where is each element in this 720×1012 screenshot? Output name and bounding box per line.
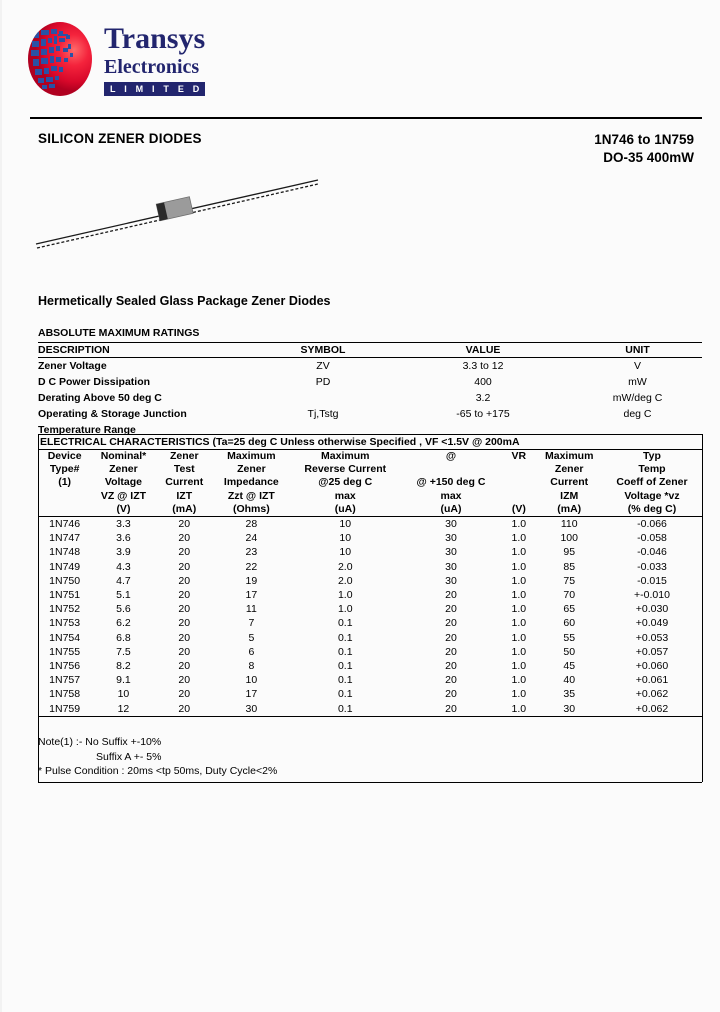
col-typ-temp-coeff: Typ Temp Coeff of Zener Voltage *vz (% deg C): [602, 450, 702, 517]
cell-temp-coeff: -0.033: [637, 560, 667, 573]
cell-max-zener-current: 50: [563, 645, 576, 658]
cell-vr: 1.0: [511, 518, 527, 531]
col-value: VALUE: [393, 343, 573, 358]
cell-nominal-voltage: 12: [91, 702, 155, 717]
cell-description: Derating Above 50 deg C: [38, 392, 162, 404]
cell-zener-impedance: 22: [245, 560, 258, 573]
cell-device-type: 1N750: [49, 574, 81, 587]
col-unit: UNIT: [573, 343, 702, 358]
cell-test-current: 20: [178, 660, 191, 673]
cell-nominal-voltage: 10: [117, 688, 130, 701]
cell-vr: 1.0: [511, 688, 527, 701]
cell-reverse-current-25c: 2.0: [337, 574, 353, 587]
table-row: [38, 588, 702, 602]
cell-zener-impedance: 17: [245, 688, 258, 701]
cell-value: 3.3 to 12: [462, 360, 504, 372]
cell-nominal-voltage: 9.1: [116, 674, 131, 687]
cell-vr: 1.0: [511, 546, 527, 559]
cell-reverse-current-150c: 20: [401, 702, 502, 717]
table-row: [38, 659, 702, 673]
cell-test-current: 20: [178, 688, 191, 701]
cell-max-zener-current: 40: [563, 674, 576, 687]
cell-nominal-voltage: 7.5: [116, 645, 131, 658]
table-row: [38, 517, 702, 532]
cell-symbol: Tj,Tstg: [307, 408, 339, 420]
cell-reverse-current-150c: 20: [445, 660, 457, 673]
cell-symbol: [253, 390, 393, 406]
cell-temp-coeff: -0.046: [637, 546, 667, 559]
note-line-2: Suffix A +- 5%: [96, 750, 162, 763]
cell-temp-coeff: +-0.010: [634, 589, 670, 602]
cell-zener-impedance: 11: [245, 603, 257, 616]
cell-description: D C Power Dissipation: [38, 376, 151, 388]
cell-unit: mW/deg C: [612, 392, 663, 404]
cell-temp-coeff: +0.049: [635, 617, 669, 630]
col-vr: VR (V): [501, 450, 536, 517]
cell-nominal-voltage: 8.2: [116, 660, 131, 673]
cell-device-type: 1N756: [49, 660, 81, 673]
cell-zener-impedance: 30: [213, 702, 290, 717]
cell-max-zener-current: 110: [560, 518, 578, 531]
cell-symbol: PD: [315, 376, 331, 388]
cell-nominal-voltage: 4.7: [116, 574, 131, 587]
notes-bottom-divider: [38, 782, 702, 783]
cell-reverse-current-25c: 10: [339, 518, 352, 531]
cell-reverse-current-25c: 0.1: [337, 645, 353, 658]
cell-unit: deg C: [623, 408, 652, 420]
table-row: [38, 631, 702, 645]
cell-zener-impedance: 24: [245, 532, 258, 545]
cell-temp-coeff: +0.062: [602, 702, 702, 717]
table-row: [38, 358, 702, 375]
cell-vr: 1.0: [511, 560, 527, 573]
cell-temp-coeff: -0.066: [637, 518, 667, 531]
cell-reverse-current-150c: 30: [445, 518, 457, 531]
cell-reverse-current-150c: 30: [445, 560, 457, 573]
cell-max-zener-current: 55: [563, 631, 576, 644]
cell-reverse-current-25c: 10: [339, 546, 352, 559]
cell-vr: 1.0: [511, 645, 527, 658]
table-row: [38, 616, 702, 630]
cell-device-type: 1N759: [38, 702, 91, 717]
cell-description: Operating & Storage Junction: [38, 408, 187, 420]
cell-value: 400: [474, 376, 492, 388]
table-right-border: [702, 434, 703, 782]
cell-test-current: 20: [178, 546, 191, 559]
table-row: [38, 374, 702, 390]
cell-reverse-current-150c: 20: [445, 674, 457, 687]
cell-vr: 1.0: [511, 617, 527, 630]
table-row: [38, 560, 702, 574]
col-zener-test-current: Zener Test Current IZT (mA): [156, 450, 213, 517]
package-rating: DO-35 400mW: [603, 150, 694, 165]
cell-zener-impedance: 23: [245, 546, 258, 559]
cell-reverse-current-25c: 0.1: [337, 688, 353, 701]
cell-nominal-voltage: 3.6: [116, 532, 131, 545]
cell-vr: 1.0: [511, 532, 527, 545]
table-row: [38, 406, 702, 422]
abs-max-table: [38, 342, 702, 438]
cell-test-current: 20: [178, 631, 191, 644]
cell-test-current: 20: [178, 589, 191, 602]
cell-temp-coeff: +0.053: [635, 631, 669, 644]
cell-device-type: 1N758: [49, 688, 81, 701]
cell-vr: 1.0: [511, 631, 527, 644]
cell-reverse-current-25c: 0.1: [337, 660, 353, 673]
part-info: [594, 131, 694, 167]
cell-temp-coeff: +0.030: [635, 603, 669, 616]
note-line-3: * Pulse Condition : 20ms <tp 50ms, Duty Cycle<2%: [38, 765, 278, 777]
cell-max-zener-current: 65: [563, 603, 576, 616]
cell-test-current: 20: [178, 617, 191, 630]
electrical-characteristics-table: [38, 450, 702, 717]
cell-device-type: 1N751: [49, 589, 81, 602]
electrical-characteristics-banner: ELECTRICAL CHARACTERISTICS (Ta=25 deg C Unless otherwise Specified , VF <1.5V @ 200mA: [38, 434, 702, 450]
cell-vr: 1.0: [511, 603, 527, 616]
cell-value: 3.2: [475, 392, 491, 404]
cell-reverse-current-150c: 30: [445, 574, 457, 587]
cell-max-zener-current: 35: [563, 688, 576, 701]
cell-zener-impedance: 5: [248, 631, 255, 644]
page-title: SILICON ZENER DIODES: [38, 131, 202, 146]
col-nominal-zener-voltage: Nominal* Zener Voltage VZ @ IZT (V): [91, 450, 155, 517]
cell-nominal-voltage: 3.9: [116, 546, 131, 559]
cell-max-zener-current: 75: [563, 574, 576, 587]
cell-reverse-current-25c: 2.0: [337, 560, 353, 573]
cell-reverse-current-150c: 20: [445, 617, 457, 630]
table-row: [38, 602, 702, 616]
cell-vr: 1.0: [511, 674, 527, 687]
cell-zener-impedance: 10: [245, 674, 258, 687]
table-row: [38, 545, 702, 559]
cell-zener-impedance: 6: [248, 645, 255, 658]
cell-reverse-current-25c: 0.1: [337, 631, 353, 644]
cell-temp-coeff: -0.015: [637, 574, 667, 587]
cell-reverse-current-150c: 20: [445, 688, 457, 701]
cell-symbol: ZV: [316, 360, 330, 372]
table-row: [38, 687, 702, 701]
page-sheet: [10, 0, 720, 1012]
company-name-primary: Transys: [104, 22, 206, 55]
cell-max-zener-current: 70: [563, 589, 576, 602]
table-row: [38, 390, 702, 406]
cell-reverse-current-150c: 20: [445, 645, 457, 658]
table-header-row: [38, 450, 702, 517]
cell-max-zener-current: 95: [563, 546, 576, 559]
cell-max-zener-current: 30: [536, 702, 602, 717]
cell-nominal-voltage: 5.6: [116, 603, 131, 616]
table-header-row: [38, 343, 702, 358]
table-row: [38, 531, 702, 545]
cell-test-current: 20: [178, 532, 191, 545]
cell-reverse-current-150c: 20: [445, 589, 457, 602]
cell-nominal-voltage: 6.8: [116, 631, 131, 644]
cell-vr: 1.0: [511, 660, 527, 673]
cell-zener-impedance: 17: [245, 589, 258, 602]
table-row: [38, 702, 702, 717]
cell-device-type: 1N746: [49, 518, 81, 531]
col-max-reverse-current-25c: Maximum Reverse Current @25 deg C max (uA): [290, 450, 401, 517]
cell-zener-impedance: 8: [248, 660, 255, 673]
cell-nominal-voltage: 3.3: [116, 518, 131, 531]
cell-temp-coeff: +0.062: [635, 688, 669, 701]
company-wordmark: [104, 24, 205, 97]
cell-device-type: 1N749: [49, 560, 81, 573]
cell-device-type: 1N747: [49, 532, 81, 545]
electrical-table-body: [38, 517, 702, 717]
axial-diode-icon: [32, 168, 332, 256]
cell-description: Zener Voltage: [38, 360, 107, 372]
company-logo: [28, 22, 328, 102]
cell-device-type: 1N752: [49, 603, 81, 616]
cell-reverse-current-25c: 0.1: [337, 617, 353, 630]
cell-device-type: 1N755: [49, 645, 81, 658]
section-heading: Hermetically Sealed Glass Package Zener Diodes: [38, 294, 331, 308]
cell-zener-impedance: 7: [248, 617, 255, 630]
notes-block: [38, 735, 702, 779]
cell-vr: 1.0: [511, 589, 527, 602]
cell-device-type: 1N754: [49, 631, 81, 644]
cell-test-current: 20: [178, 574, 191, 587]
cell-reverse-current-25c: 1.0: [337, 603, 353, 616]
part-range: 1N746 to 1N759: [594, 132, 694, 147]
cell-test-current: 20: [156, 702, 213, 717]
cell-temp-coeff: +0.060: [635, 660, 669, 673]
cell-reverse-current-25c: 0.1: [337, 674, 353, 687]
cell-device-type: 1N753: [49, 617, 81, 630]
cell-device-type: 1N748: [49, 546, 81, 559]
cell-nominal-voltage: 5.1: [116, 589, 131, 602]
company-name-secondary: Electronics: [104, 56, 200, 78]
cell-nominal-voltage: 6.2: [116, 617, 131, 630]
cell-reverse-current-25c: 10: [339, 532, 352, 545]
cell-unit: V: [633, 360, 641, 372]
cell-reverse-current-150c: 20: [445, 603, 457, 616]
cell-zener-impedance: 28: [245, 518, 258, 531]
cell-test-current: 20: [178, 518, 191, 531]
cell-reverse-current-25c: 0.1: [290, 702, 401, 717]
cell-max-zener-current: 85: [563, 560, 576, 573]
col-device-type: Device Type# (1): [38, 450, 91, 517]
header-divider: [30, 117, 702, 119]
cell-temp-coeff: -0.058: [637, 532, 667, 545]
table-row: [38, 645, 702, 659]
cell-temp-coeff: +0.061: [635, 674, 669, 687]
col-max-reverse-current-150c: @ @ +150 deg C max (uA): [401, 450, 502, 517]
cell-test-current: 20: [178, 645, 191, 658]
col-max-zener-impedance: Maximum Zener Impedance Zzt @ IZT (Ohms): [213, 450, 290, 517]
cell-reverse-current-25c: 1.0: [337, 589, 353, 602]
col-symbol: SYMBOL: [253, 343, 393, 358]
cell-test-current: 20: [178, 560, 191, 573]
abs-max-heading: ABSOLUTE MAXIMUM RATINGS: [38, 327, 200, 339]
col-description: DESCRIPTION: [38, 343, 253, 358]
table-row: [38, 574, 702, 588]
cell-vr: 1.0: [501, 702, 536, 717]
cell-reverse-current-150c: 30: [445, 546, 457, 559]
cell-description: Temperature Range: [38, 424, 136, 436]
globe-icon: [28, 22, 92, 96]
cell-max-zener-current: 45: [563, 660, 576, 673]
col-max-zener-current: Maximum Zener Current IZM (mA): [536, 450, 602, 517]
cell-unit: mW: [628, 376, 647, 388]
cell-vr: 1.0: [511, 574, 527, 587]
table-row: [38, 673, 702, 687]
cell-reverse-current-150c: 20: [445, 631, 457, 644]
cell-test-current: 20: [178, 603, 191, 616]
cell-nominal-voltage: 4.3: [116, 560, 131, 573]
cell-max-zener-current: 60: [563, 617, 576, 630]
cell-zener-impedance: 19: [245, 574, 258, 587]
cell-device-type: 1N757: [49, 674, 81, 687]
note-line-1: Note(1) :- No Suffix +-10%: [38, 736, 162, 748]
cell-test-current: 20: [178, 674, 191, 687]
cell-reverse-current-150c: 30: [445, 532, 457, 545]
cell-max-zener-current: 100: [560, 532, 578, 545]
cell-temp-coeff: +0.057: [635, 645, 669, 658]
cell-value: -65 to +175: [456, 408, 510, 420]
company-name-limited-badge: L I M I T E D: [104, 82, 205, 96]
